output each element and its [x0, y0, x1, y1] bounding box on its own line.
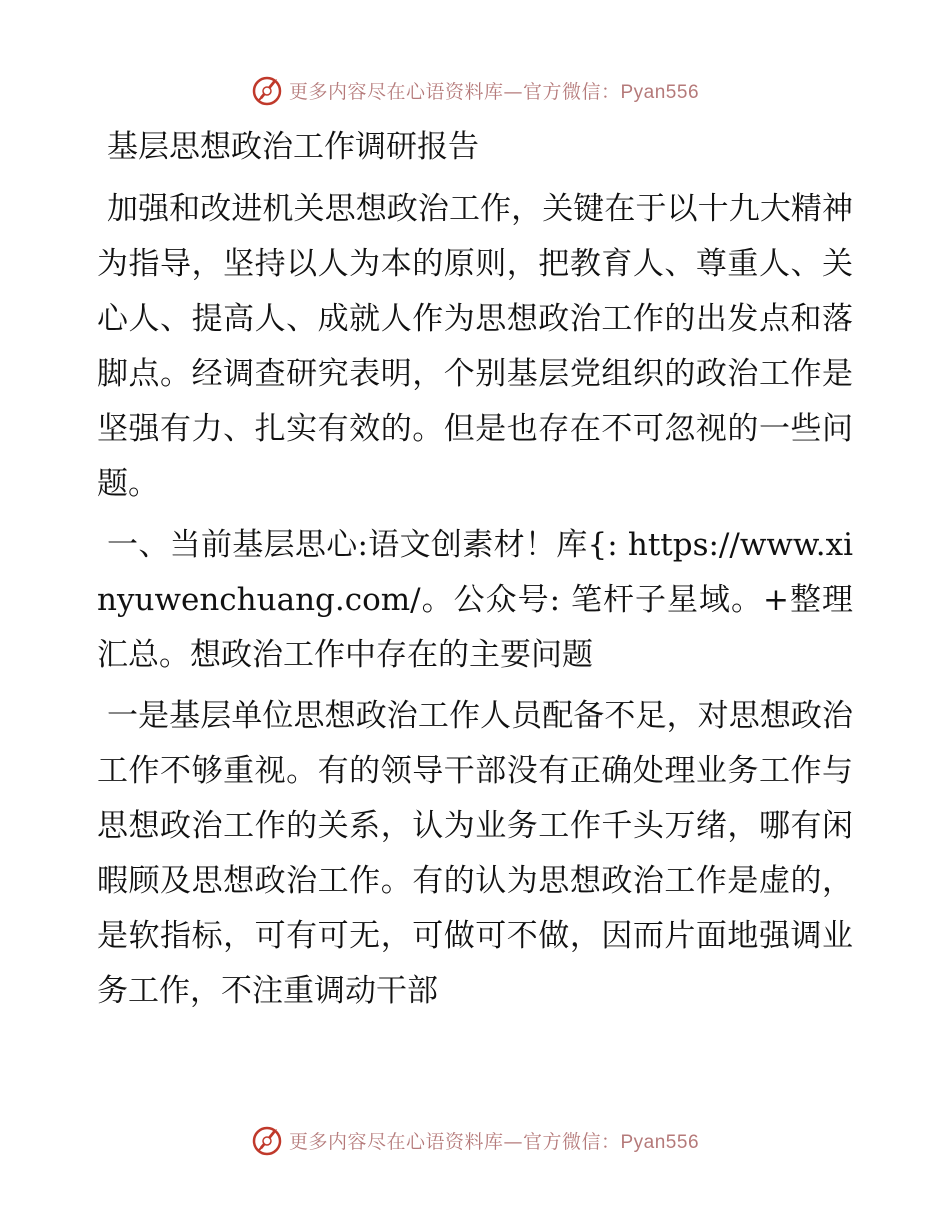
document-title: 基层思想政治工作调研报告 — [107, 129, 479, 165]
banner-slogan: 更多内容尽在心语资料库—官方微信： — [288, 80, 621, 103]
banner-text — [289, 77, 699, 104]
header-banner — [0, 70, 950, 110]
document-body — [97, 122, 853, 1025]
paragraph-point-one: 一是基层单位思想政治工作人员配备不足，对思想政治工作不够重视。有的领导干部没有正确处理业务工作与思想政治工作的关系，认为业务工作千头万绪，哪有闲暇顾及思想政治工作。有的认为思想政治工作是虚的，是软指标，可有可无，可做可不做，因而片面地强调业务工作，不注重调动干部 — [97, 698, 853, 1009]
banner-text — [289, 1127, 699, 1154]
footer-banner — [0, 1120, 950, 1160]
wechat-id: Pyan556 — [620, 81, 700, 103]
wechat-id: Pyan556 — [620, 1131, 700, 1153]
quill-pen-logo-icon — [251, 1123, 285, 1157]
paragraph-section-heading: 一、当前基层思心:语文创素材！库{: https://www.xinyuwenchuang.com/。公众号: 笔杆子星域。+整理汇总。想政治工作中存在的主要问题 — [97, 527, 853, 673]
banner-slogan: 更多内容尽在心语资料库—官方微信： — [288, 1130, 621, 1153]
paragraph-intro: 加强和改进机关思想政治工作，关键在于以十九大精神为指导，坚持以人为本的原则，把教育人、尊重人、关心人、提高人、成就人作为思想政治工作的出发点和落脚点。经调查研究表明，个别基层党组织的政治工作是坚强有力、扎实有效的。但是也存在不可忽视的一些问题。 — [97, 191, 853, 502]
quill-pen-logo-icon — [251, 73, 285, 107]
